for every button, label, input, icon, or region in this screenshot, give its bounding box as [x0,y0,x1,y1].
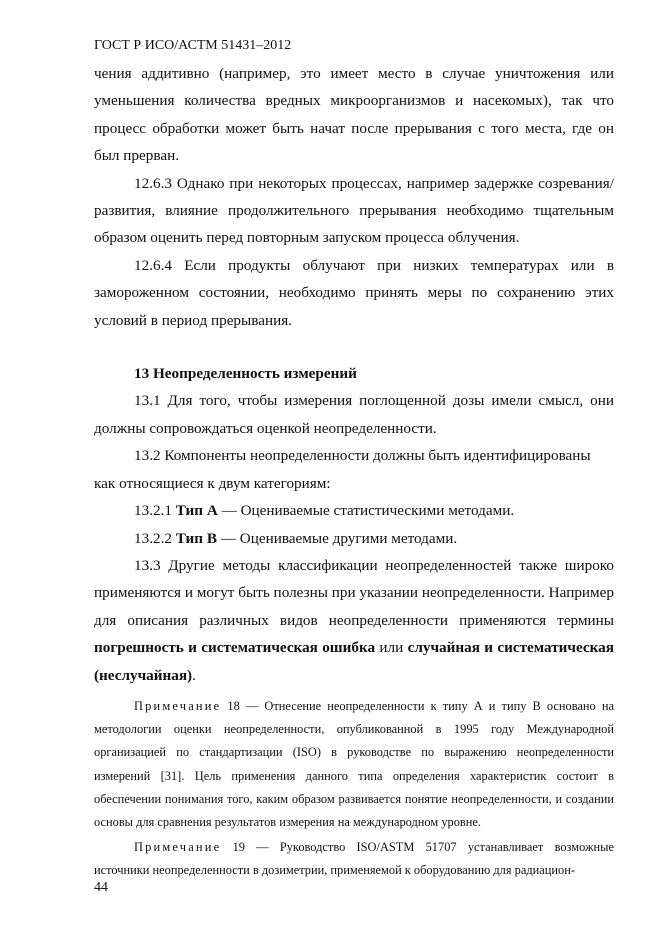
note-label: Примечание [134,840,222,855]
document-header: ГОСТ Р ИСО/АСТМ 51431–2012 [94,38,292,53]
page-content [94,60,614,883]
paragraph-13-2-1 [94,497,614,524]
section-heading: 13 Неопределенность измерений [134,365,357,383]
clause-number: 13.2.2 [134,529,172,547]
paragraph-13-2: 13.2 Компоненты неопределенности должны быть идентифицированы как относящиеся к двум категориям: [94,447,591,492]
paragraph-13-2-2 [94,525,614,552]
note-text: — Отнесение неопределенности к типу А и типу В основано на методологии оценки неопределенности, опубликованной в 1995 году Международной организацией по стандартизации (ISO) в руководстве по выражению неопределенности измерений [31]. Цель применения данного типа определения характеристик состоит в обеспечении понимания того, каким образом развивается понятие неопределенности, и создании основы для сравнения результатов измерения на международном уровне. [94,698,614,829]
paragraph-12-6-4: 12.6.4 Если продукты облучают при низких температурах или в замороженном состоянии, необходимо принять меры по сохранению этих условий в период прерывания. [94,256,614,329]
paragraph-13-1: 13.1 Для того, чтобы измерения поглощенной дозы имели смысл, они должны сопровождаться оценкой неопределенности. [94,392,614,437]
clause-text: . [192,666,196,684]
note-text: — Руководство ISO/ASTM 51707 устанавливает возможные источники неопределенности в дозиметрии, применяемой к оборудованию для радиацион- [94,840,614,878]
clause-text: 13.3 Другие методы классификации неопределенностей также широко применяются и могут быть полезны при указании неопределенности. Например для описания различных видов неопределенности применяются термины [94,556,614,629]
clause-text: — Оцениваемые статистическими методами. [217,502,515,520]
term-random-systematic: случайная и систематическая (неслучайная) [94,639,614,684]
paragraph-12-6-3: 12.6.3 Однако при некоторых процессах, например задержке созревания/развития, влияние продолжительного прерывания необходимо тщательным образом оценить перед повторным запуском процесса облучения. [94,174,614,247]
term-type-b: Тип В [175,529,217,547]
clause-text: — Оцениваемые другими методами. [216,529,458,547]
paragraph-continuation: чения аддитивно (например, это имеет место в случае уничтожения или уменьшения количества вредных микроорганизмов и насекомых), так что процесс обработки может быть начат после прерывания с того места, где он был прерван. [94,65,614,165]
paragraph-13-3 [94,552,614,689]
note-19 [94,836,614,882]
term-type-a: Тип А [175,502,218,520]
note-label: Примечание [134,698,222,713]
clause-number: 13.2.1 [134,502,172,520]
note-number: 19 [232,840,245,855]
term-error: погрешность и систематическая ошибка [94,639,376,657]
page-number: 44 [94,880,108,895]
clause-text: или [375,639,408,657]
note-18 [94,695,614,834]
note-number: 18 [227,698,240,713]
